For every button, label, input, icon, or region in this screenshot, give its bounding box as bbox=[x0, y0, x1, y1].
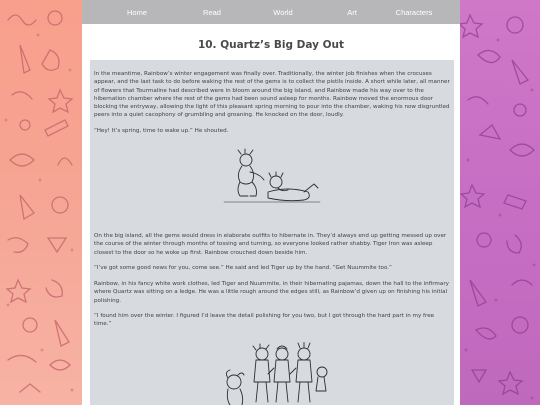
nav-world-link[interactable]: World bbox=[273, 7, 293, 17]
story-paragraph: On the big island, all the gems would dress in elaborate outfits to hibernate in. They’d always end up getting messed up over the course of the winter through months of tossing and turning, so everyone looked rather shabby. Tiger Iron was asleep closest to the door so he woke up first. Rainbow crouched down beside him. bbox=[94, 233, 447, 256]
story-paragraph: Rainbow, in his fancy white work clothes, led Tiger and Nuummite, in their hibernating pajamas, down the hall to the infirmary where Quartz was sitting on a ledge. He was a little rough around the edges still, as Rainbow’d given up on finishing his initial polishing. bbox=[94, 281, 449, 304]
page-title: 10. Quartz’s Big Day Out bbox=[197, 39, 345, 51]
nav-characters-link[interactable]: Characters bbox=[395, 7, 433, 17]
story-paragraph: “Hey! It’s spring, time to wake up.” He shouted. bbox=[94, 128, 229, 134]
nav-home-link[interactable]: Home bbox=[126, 7, 147, 17]
story-paragraph: “I’ve got some good news for you, come see.” He said and led Tiger up by the hand. “Get Nuummite too.” bbox=[94, 265, 392, 271]
doodle-pattern-icon bbox=[0, 0, 82, 405]
doodle-pattern-icon bbox=[460, 0, 540, 405]
sketch-rainbow-waking-gems-image bbox=[216, 148, 328, 208]
main-column bbox=[82, 0, 460, 405]
right-pattern-border bbox=[460, 0, 540, 405]
left-pattern-border bbox=[0, 0, 82, 405]
nav-art-link[interactable]: Art bbox=[347, 7, 357, 17]
story-paragraph: “I found him over the winter. I figured I’d leave the detail polishing for you two, but I got through the hard part in my free time.” bbox=[94, 313, 435, 328]
sketch-gems-group-image bbox=[220, 342, 332, 405]
story-paragraph: In the meantime, Rainbow’s winter engagement was finally over. Traditionally, the winter job finishes when the crocuses appear, and the last task to do before waking the rest of the gems is to collect the pistils inside. A short while later, all manner of flowers that Tourmaline had described were in bloom around the big island, and Rainbow made his way over to the hibernation chamber where the rest of the gems had been sound asleep for months. Rainbow moved the enormous door blocking the entryway, allowing the light of this pleasant spring morning to pour into the chamber, waking his now disgruntled peers into a quiet cacophony of grumbling and groaning. He knocked on the door, loudly. bbox=[94, 71, 450, 119]
story-content bbox=[90, 60, 454, 405]
nav-read-link[interactable]: Read bbox=[203, 7, 221, 17]
top-nav bbox=[82, 0, 460, 24]
